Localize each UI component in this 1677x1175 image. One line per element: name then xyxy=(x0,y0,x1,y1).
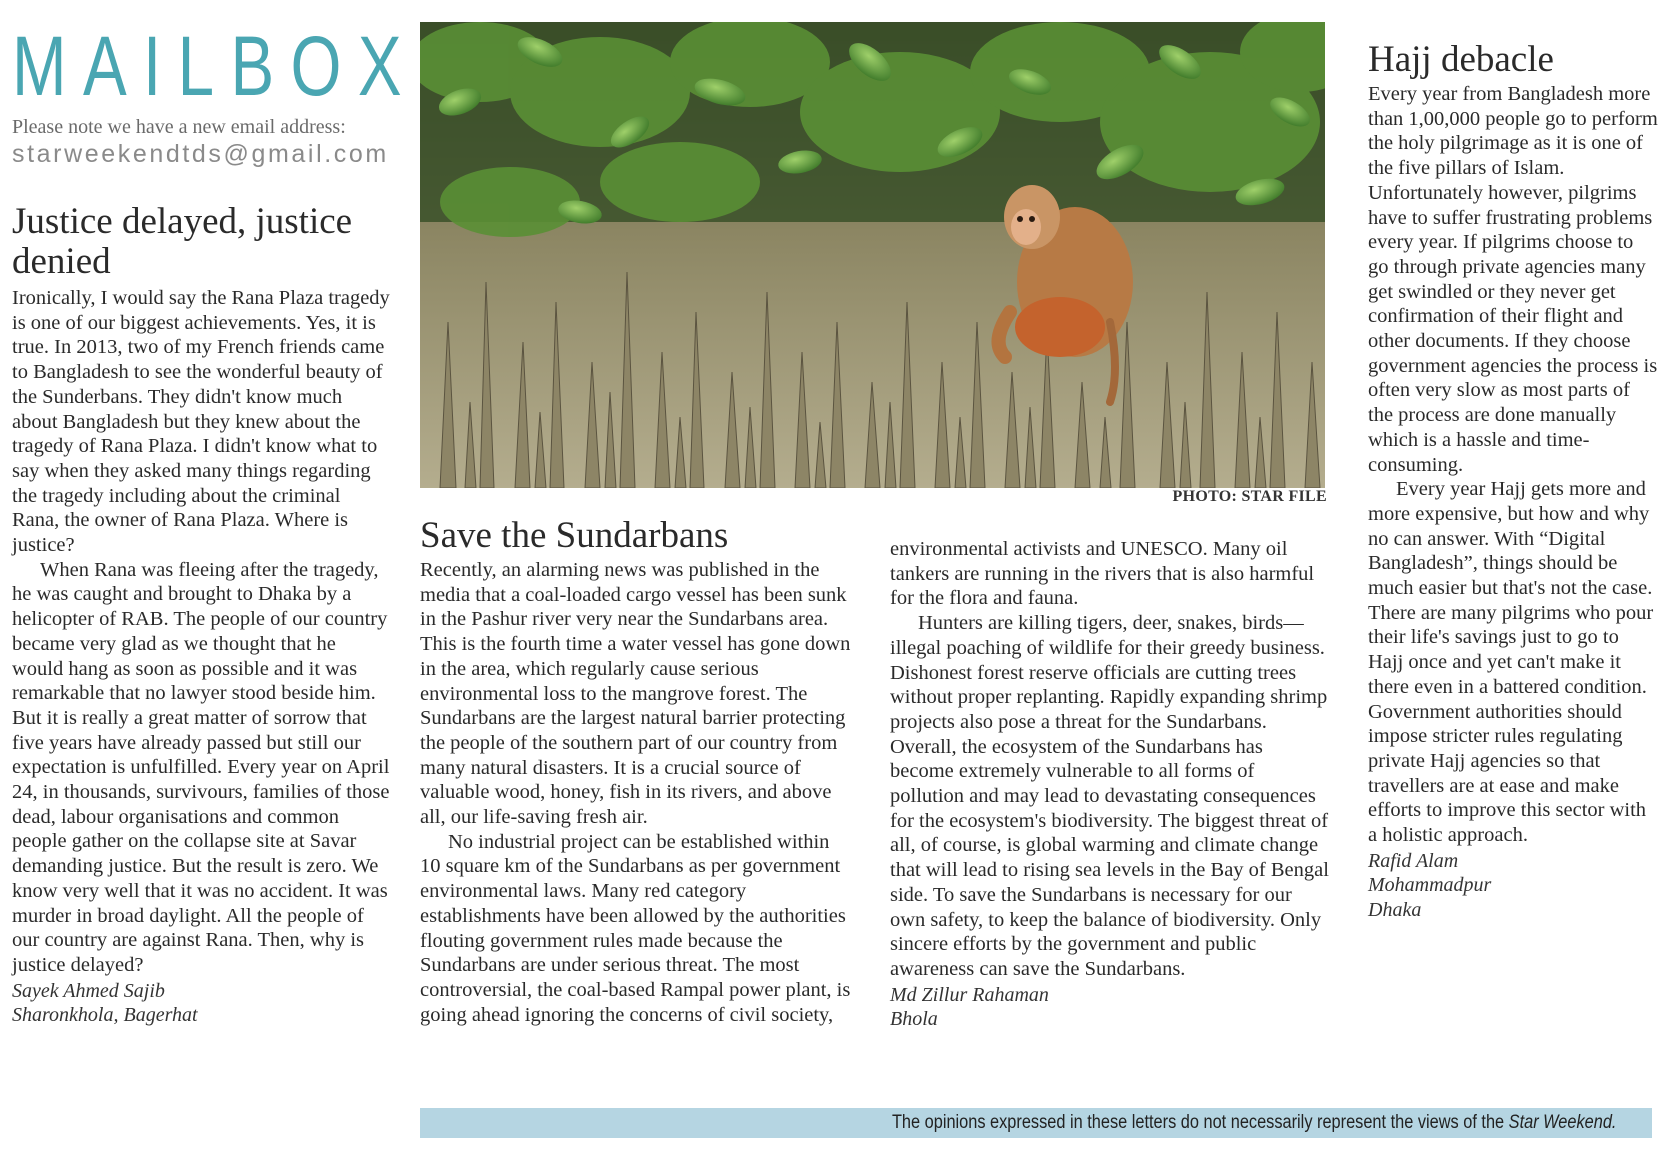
monkey-in-mangrove-image xyxy=(420,22,1325,488)
signature-location: Sharonkhola, Bagerhat xyxy=(12,1004,198,1027)
letter-headline: Justice delayed, justice denied xyxy=(12,201,353,282)
letter-paragraph: Every year Hajj gets more and more expensive, but how and why no can answer. With “Digital Bangladesh”, things should be much easier but that's not the case. There are many pilgrims who pour their life's savings just to go to Hajj once and yet can't make it there even in a battered condition. Government authorities should impose stricter rules regulating private Hajj agencies so that travellers are at ease and make efforts to improve this sector with a holistic approach. xyxy=(1368,478,1654,847)
signature-name: Md Zillur Rahaman xyxy=(890,983,1049,1006)
signature-location: Bhola xyxy=(890,1008,938,1031)
signature-name: Rafid Alam xyxy=(1368,849,1459,872)
disclaimer-body: The opinions expressed in these letters do not necessarily represent the views of the xyxy=(891,1112,1504,1133)
letter-hajj xyxy=(1368,38,1658,922)
signature-name: Sayek Ahmed Sajib xyxy=(12,979,165,1002)
signature-location: Mohammadpur xyxy=(1368,874,1492,897)
disclaimer-bar xyxy=(420,1108,1652,1138)
email-note: Please note we have a new email address: xyxy=(12,116,346,138)
letter-paragraph: When Rana was fleeing after the tragedy, he was caught and brought to Dhaka by a helicopter of RAB. The people of our country became very glad as we thought that he would hang as soon as possible and it was remarkable that no lawyer stood beside him. But it is really a great matter of sorrow that five years have already passed but still our expectation is unfulfilled. Every year on April 24, in thousands, survivours, families of those dead, labour organisations and common people gather on the collapse site at Savar demanding justice. But the result is zero. We know very well that it was no accident. It was murder in broad daylight. All the people of our country are against Rana. Then, why is justice delayed? xyxy=(12,558,390,976)
publication-name: Star Weekend. xyxy=(1508,1112,1616,1133)
letter-paragraph: Recently, an alarming news was published in the media that a coal-loaded cargo vessel has been sunk in the Pashur river very near the Sundarbans area. This is the fourth time a water vessel has gone down in the area, which regularly cause serious environmental loss to the mangrove forest. The Sundarbans are the largest natural barrier protecting the people of the southern part of our country from many natural disasters. It is a crucial source of valuable wood, honey, fish in its rivers, and above all, our life-saving fresh air. xyxy=(420,559,851,829)
letter-headline: Hajj debacle xyxy=(1368,39,1554,80)
letter-signature xyxy=(1368,849,1658,923)
letter-paragraph: Ironically, I would say the Rana Plaza tragedy is one of our biggest achievements. Yes, it is true. In 2013, two of my French friends came to Bangladesh to see the wonderful beauty of the Sunderbans. They didn't know much about Bangladesh but they knew about the tragedy of Rana Plaza. I didn't know what to say when they asked many things regarding the tragedy including about the criminal Rana, the owner of Rana Plaza. Where is justice? xyxy=(12,287,390,557)
letter-signature xyxy=(12,979,390,1028)
disclaimer-text xyxy=(891,1112,1616,1134)
letter-body xyxy=(12,286,390,978)
letter-sundarbans xyxy=(420,516,852,1027)
signature-city: Dhaka xyxy=(1368,898,1422,921)
letter-sundarbans-continued xyxy=(890,537,1330,1032)
letter-body xyxy=(890,537,1330,982)
letter-body xyxy=(420,558,852,1027)
letter-body xyxy=(1368,82,1658,848)
photo-credit: PHOTO: STAR FILE xyxy=(1172,488,1327,505)
letter-justice xyxy=(12,202,390,1028)
mangrove-photo xyxy=(420,22,1325,488)
letter-paragraph: Every year from Bangladesh more than 1,00,000 people go to perform the holy pilgrimage as it is one of the five pillars of Islam. Unfortunately however, pilgrims have to suffer frustrating problems every year. If pilgrims choose to go through private agencies many get swindled or they never get confirmation of their flight and other documents. If they choose government agencies the process is often very slow as most parts of the process are done manually which is a hassle and time-consuming. xyxy=(1368,83,1658,476)
letter-paragraph: Hunters are killing tigers, deer, snakes, birds—illegal poaching of wildlife for their greedy business. Dishonest forest reserve officials are cutting trees without proper replanting. Rapidly expanding shrimp projects also pose a threat for the Sundarbans. Overall, the ecosystem of the Sundarbans has become extremely vulnerable to all forms of pollution and may lead to devastating consequences for the ecosystem's biodiversity. The biggest threat of all, of course, is global warming and climate change that will lead to rising sea levels in the Bay of Bengal side. To save the Sundarbans is necessary for our own safety, to keep the balance of biodiversity. Only sincere efforts by the government and public awareness can save the Sundarbans. xyxy=(890,612,1329,980)
letter-signature xyxy=(890,983,1330,1032)
email-address[interactable]: starweekendtds@gmail.com xyxy=(12,140,389,168)
letter-paragraph: No industrial project can be established within 10 square km of the Sundarbans as per government environmental laws. Many red category establishments have been allowed by the authorities flouting government rules made because the Sundarbans are under serious threat. The most controversial, the coal-based Rampal power plant, is going ahead ignoring the concerns of civil society, xyxy=(420,830,851,1026)
letter-paragraph: environmental activists and UNESCO. Many oil tankers are running in the rivers that is also harmful for the flora and fauna. xyxy=(890,538,1315,610)
mailbox-title: MAILBOX xyxy=(12,19,418,113)
letter-headline: Save the Sundarbans xyxy=(420,515,729,556)
